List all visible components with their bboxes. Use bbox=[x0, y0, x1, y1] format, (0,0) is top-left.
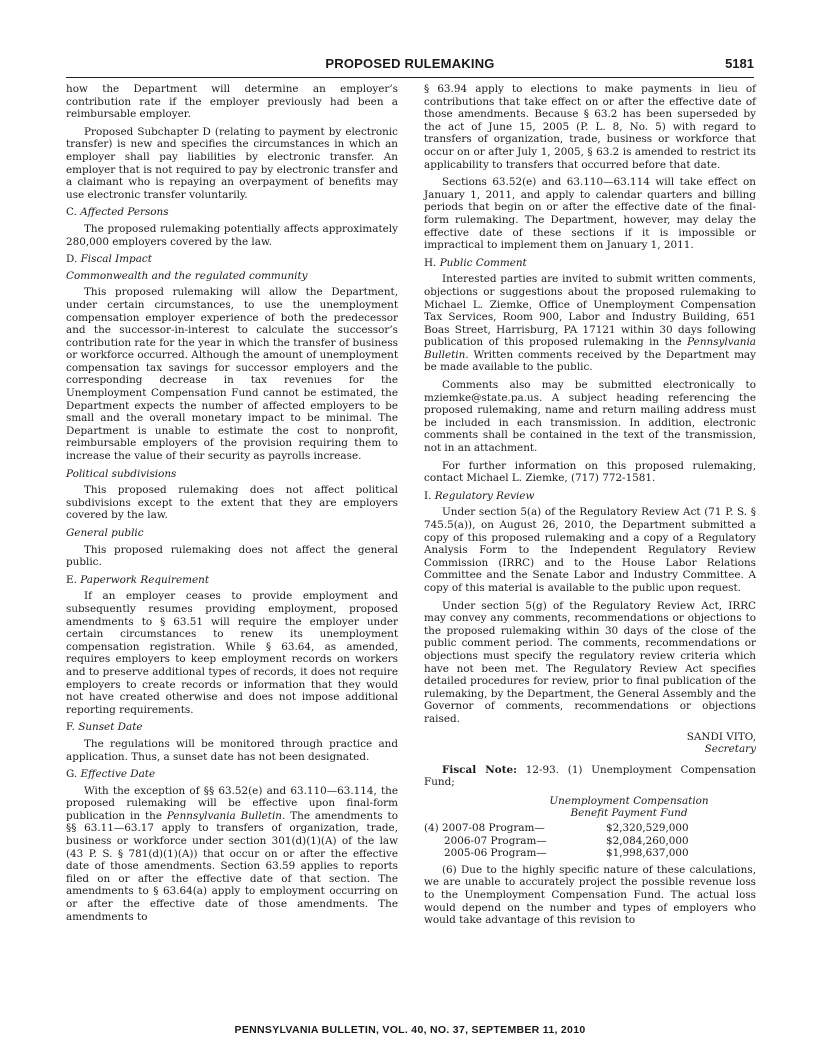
section-heading-e: E. Paperwork Requirement bbox=[66, 573, 210, 586]
subheading: General public bbox=[66, 527, 144, 539]
paragraph: This proposed rulemaking does not affect the general public. bbox=[66, 543, 398, 569]
section-heading-c: C. Affected Persons bbox=[66, 206, 169, 219]
signer-title: Secretary bbox=[704, 743, 756, 756]
paragraph: Interested parties are invited to submit written comments, objections or suggestions about the proposed rulemaking to Michael L. Ziemke, Office of Unemployment Compensation Tax Services, Room 900, Labor and Industry Building, 651 Boas Street, Harrisburg, PA 17121 within 30 days following publication of this proposed rulemaking in the Pennsylvania Bulletin. Written comments received by the Department may be made available to the public. bbox=[424, 273, 756, 374]
paragraph: If an employer ceases to provide employment and subsequently resumes providing employment, proposed amendments to § 63.51 will require the employer under certain circumstances to renew its unemployment compensation registration. While § 63.64, as amended, requires employers to keep employment records on workers and to preserve additional types of records, it does not require employers to create records or information that they would not have created otherwise and does not impose additional reporting requirements. bbox=[66, 590, 398, 716]
paragraph: § 63.94 apply to elections to make payments in lieu of contributions that take effect on or after the effective date of those amendments. Because § 63.2 has been superseded by the act of June 15, 2005 (P. L. 8, No. 5) with regard to transfers of organization, trade, business or workforce that occur on or after July 1, 2005, § 63.2 is amended to restrict its applicability to transfers that occurred before that date. bbox=[424, 83, 756, 171]
left-column bbox=[66, 83, 398, 928]
section-heading-f: F. Sunset Date bbox=[66, 721, 143, 734]
subheading: Commonwealth and the regulated community bbox=[66, 269, 308, 282]
fiscal-note: Fiscal Note: 12-93. (1) Unemployment Compensation Fund; bbox=[424, 763, 756, 789]
program-amount: $1,998,637,000 bbox=[606, 847, 689, 860]
paragraph: With the exception of §§ 63.52(e) and 63.110—63.114, the proposed rulemaking will be effective upon final-form publication in the Pennsylvania Bulletin. The amendments to §§ 63.11—63.17 apply to transfers of organization, trade, business or workforce under section 301(d)(1)(A) of the law (43 P. S. § 781(d)(1)(A)) that occur on or after the effective date of those amendments. Section 63.59 applies to reports filed on or after the effective date of that section. The amendments to § 63.64(a) apply to employment occurring on or after the effective date of those amendments. The amendments to bbox=[66, 784, 398, 923]
program-label: (4) 2007-08 Program— bbox=[424, 822, 545, 835]
signer-name: SANDI VITO, bbox=[686, 730, 756, 743]
table-row bbox=[424, 822, 689, 835]
paragraph: This proposed rulemaking will allow the Department, under certain circumstances, to use the unemployment compensation employer experience of both the predecessor and the successor-in-interest to calculate the successor’s contribution rate for the year in which the transfer of business or workforce occurred. Although the amount of unemployment compensation tax savings for successor employers and the corresponding decrease in tax revenues for the Unemployment Compensation Fund cannot be estimated, the Department expects the number of affected employers to be small and the overall monetary impact to be minimal. The Department is unable to estimate the cost to nonprofit, reimbursable employers of the provision requiring them to increase the value of their security as payrolls increase. bbox=[66, 286, 398, 463]
program-label: 2006-07 Program— bbox=[444, 834, 547, 847]
section-heading-g: G. Effective Date bbox=[66, 768, 156, 781]
paragraph: The regulations will be monitored through practice and application. Thus, a sunset date has not been designated. bbox=[66, 737, 398, 763]
table-row bbox=[424, 847, 689, 860]
section-heading-i: I. Regulatory Review bbox=[424, 489, 535, 502]
header-rule bbox=[66, 77, 754, 78]
program-amount: $2,084,260,000 bbox=[606, 834, 689, 847]
fund-table bbox=[424, 822, 689, 860]
paragraph: (6) Due to the highly specific nature of these calculations, we are unable to accurately project the possible revenue loss to the Unemployment Compensation Fund. The actual loss would depend on the number and types of employers who would take advantage of this revision to bbox=[424, 863, 756, 927]
page-header bbox=[66, 54, 754, 76]
paragraph: This proposed rulemaking does not affect political subdivisions except to the extent that they are employers covered by the law. bbox=[66, 484, 398, 522]
paragraph: Under section 5(a) of the Regulatory Review Act (71 P. S. § 745.5(a)), on August 26, 2010, the Department submitted a copy of this proposed rulemaking and a copy of a Regulatory Analysis Form to the Independent Regulatory Review Commission (IRRC) and to the House Labor Relations Committee and the Senate Labor and Industry Committee. A copy of this material is available to the public upon request. bbox=[424, 506, 756, 594]
subheading: Political subdivisions bbox=[66, 467, 177, 480]
paragraph: Comments also may be submitted electronically to mziemke@state.pa.us. A subject heading referencing the proposed rulemaking, name and return mailing address must be included in each transmission. In addition, electronic comments shall be contained in the text of the transmission, not in an attachment. bbox=[424, 379, 756, 455]
paragraph: Sections 63.52(e) and 63.110—63.114 will take effect on January 1, 2011, and apply to calendar quarters and billing periods that begin on or after the effective date of the final-form rulemaking. The Department, however, may delay the effective date of these sections if it is impossible or impractical to implement them on January 1, 2011. bbox=[424, 176, 756, 252]
paragraph: Under section 5(g) of the Regulatory Review Act, IRRC may convey any comments, recommendations or objections to the proposed rulemaking within 30 days of the close of the public comment period. The comments, recommendations or objections must specify the regulatory review criteria which have not been met. The Regulatory Review Act specifies detailed procedures for review, prior to final publication of the rulemaking, by the Department, the General Assembly and the Governor of comments, recommendations or objections raised. bbox=[424, 599, 756, 725]
program-label: 2005-06 Program— bbox=[444, 847, 547, 860]
paragraph: The proposed rulemaking potentially affects approximately 280,000 employers covered by the law. bbox=[66, 222, 398, 248]
page-footer: PENNSYLVANIA BULLETIN, VOL. 40, NO. 37, SEPTEMBER 11, 2010 bbox=[234, 1024, 586, 1036]
running-title: PROPOSED RULEMAKING bbox=[325, 56, 495, 71]
page-number: 5181 bbox=[725, 56, 754, 71]
section-heading-d: D. Fiscal Impact bbox=[66, 253, 152, 266]
paragraph: how the Department will determine an employer’s contribution rate if the employer previously had been a reimbursable employer. bbox=[66, 83, 398, 121]
table-row bbox=[424, 835, 689, 848]
fund-title: Unemployment Compensation Benefit Payment Fund bbox=[549, 794, 709, 820]
paragraph: For further information on this proposed rulemaking, contact Michael L. Ziemke, (717) 772-1581. bbox=[424, 459, 756, 485]
right-column bbox=[424, 83, 756, 932]
program-amount: $2,320,529,000 bbox=[606, 822, 689, 835]
section-heading-h: H. Public Comment bbox=[424, 256, 527, 269]
paragraph: Proposed Subchapter D (relating to payment by electronic transfer) is new and specifies the circumstances in which an employer shall pay liabilities by electronic transfer. An employer that is not required to pay by electronic transfer and a claimant who is repaying an overpayment of benefits may use electronic transfer voluntarily. bbox=[66, 125, 398, 201]
